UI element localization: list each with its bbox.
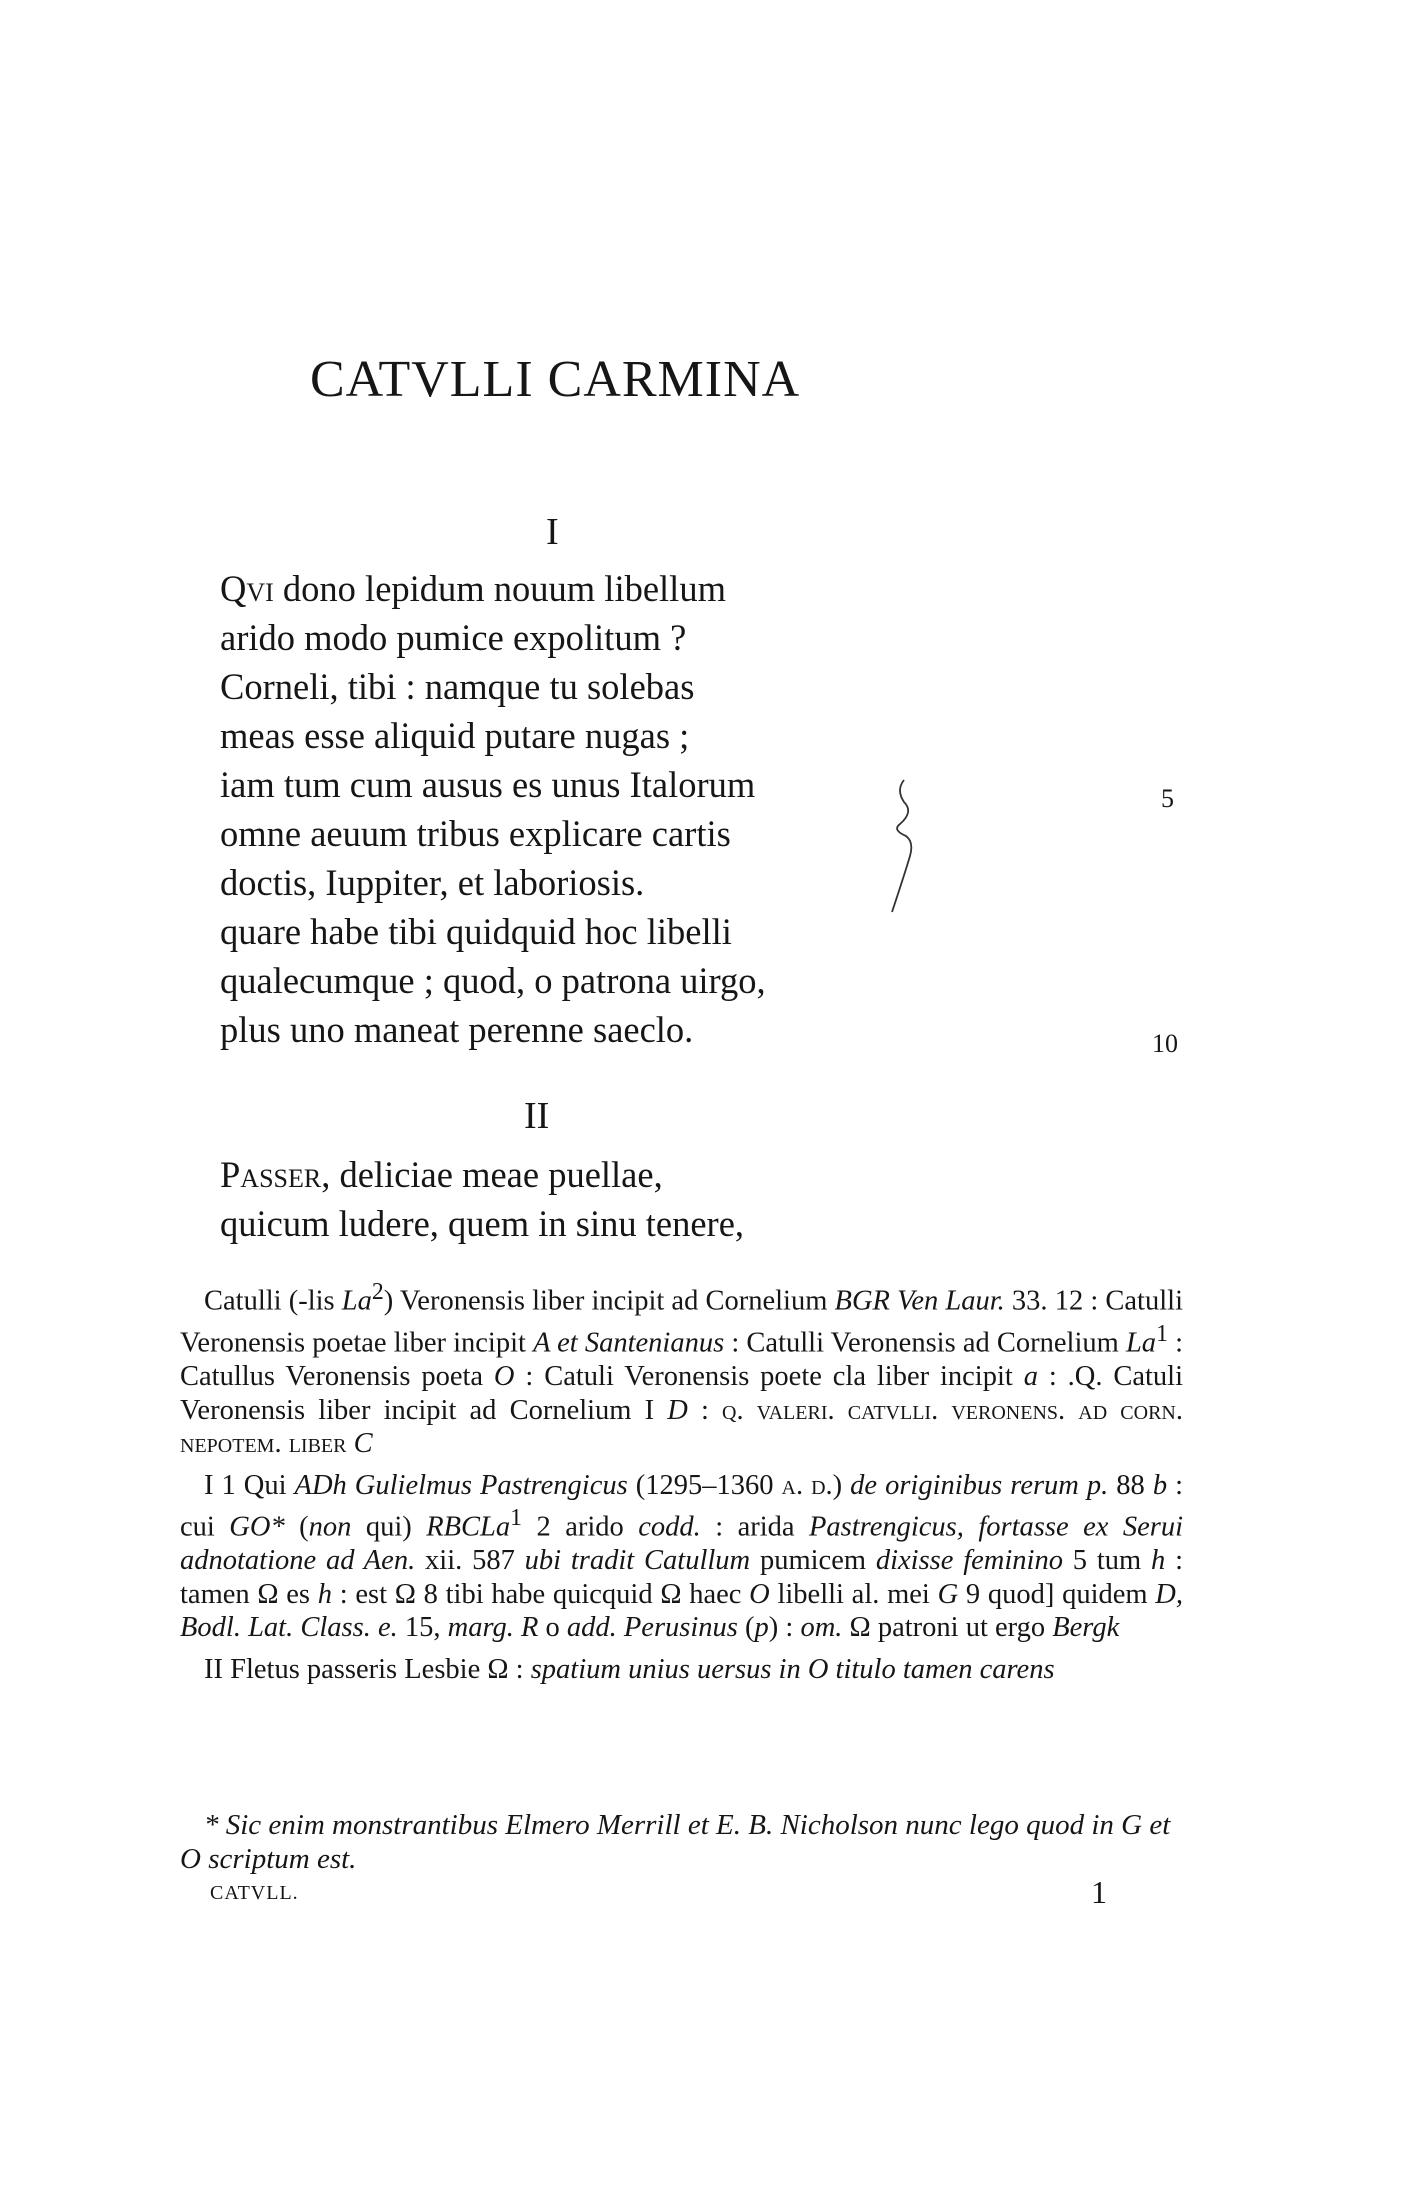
apparatus-title-note: Catulli (-lis La$^2$) Veronensis liber incipit ad Cornelium BGR Ven Laur. 33. 12 : Catulli Veronensis poetae liber incipit A et Santenianus : Catulli Veronensis ad Cornelium La$^1$ : Catullus Veronensis poeta O : Catuli Veronensis poete cla liber incipit a : .Q. Catuli Veronensis liber incipit ad Cornelium I D : q. valeri. catvlli. veronens. ad corn. nepotem. liber C (180, 1279, 1184, 1459)
verse-line: plus uno maneat perenne saeclo. (220, 1009, 694, 1050)
footnote: * Sic enim monstrantibus Elmero Merrill et E. B. Nicholson nunc lego quod in G et O scriptum est. (180, 1809, 1171, 1875)
verse-line: qualecumque ; quod, o patrona uirgo, (220, 960, 766, 1001)
verse-initial: Passer (220, 1154, 322, 1195)
line-number: 10 (1152, 1029, 1178, 1058)
poem-number: I (546, 511, 559, 553)
verse-line: Passer, deliciae meae puellae, (220, 1154, 663, 1195)
verse-line: Corneli, tibi : namque tu solebas (220, 666, 695, 707)
apparatus-poem2-note: II Fletus passeris Lesbie Ω : spatium unius uersus in O titulo tamen carens (204, 1653, 1055, 1685)
verse-line: quare habe tibi quidquid hoc libelli (220, 911, 732, 952)
handwritten-bracket (890, 776, 916, 916)
verse-line: iam tum cum ausus es unus Italorum (220, 764, 756, 805)
verse-line: meas esse aliquid putare nugas ; (220, 715, 690, 756)
apparatus-poem1-note: I 1 Qui ADh Gulielmus Pastrengicus (1295–1360 a. d.) de originibus rerum p. 88 b : cui GO* (non qui) RBCLa$^1$ 2 arido codd. : arida Pastrengicus, fortasse ex Serui adnotatione ad Aen. xii. 587 ubi tradit Catullum pumicem dixisse feminino 5 tum h : tamen Ω es h : est Ω 8 tibi habe quicquid Ω haec O libelli al. mei G 9 quod] quidem D, Bodl. Lat. Class. e. 15, marg. R o add. Perusinus (p) : om. Ω patroni ut ergo Bergk (180, 1469, 1184, 1643)
page-title: CATVLLI CARMINA (310, 351, 801, 408)
signature-mark: CATVLL. (210, 1882, 299, 1904)
verse-line: doctis, Iuppiter, et laboriosis. (220, 862, 645, 903)
verse-line: omne aeuum tribus explicare cartis (220, 813, 731, 854)
verse-line: quicum ludere, quem in sinu tenere, (220, 1203, 745, 1244)
verse-line: arido modo pumice expolitum ? (220, 617, 687, 658)
poem-text (220, 564, 766, 1054)
apparatus-criticus (180, 1276, 1183, 1686)
line-number: 5 (1161, 784, 1174, 813)
verse-initial: Qvi (220, 568, 274, 609)
poem-text (220, 1150, 744, 1248)
verse-line: Qvi dono lepidum nouum libellum (220, 568, 726, 609)
page-number: 1 (1091, 1874, 1107, 1910)
poem-number: II (524, 1095, 550, 1137)
